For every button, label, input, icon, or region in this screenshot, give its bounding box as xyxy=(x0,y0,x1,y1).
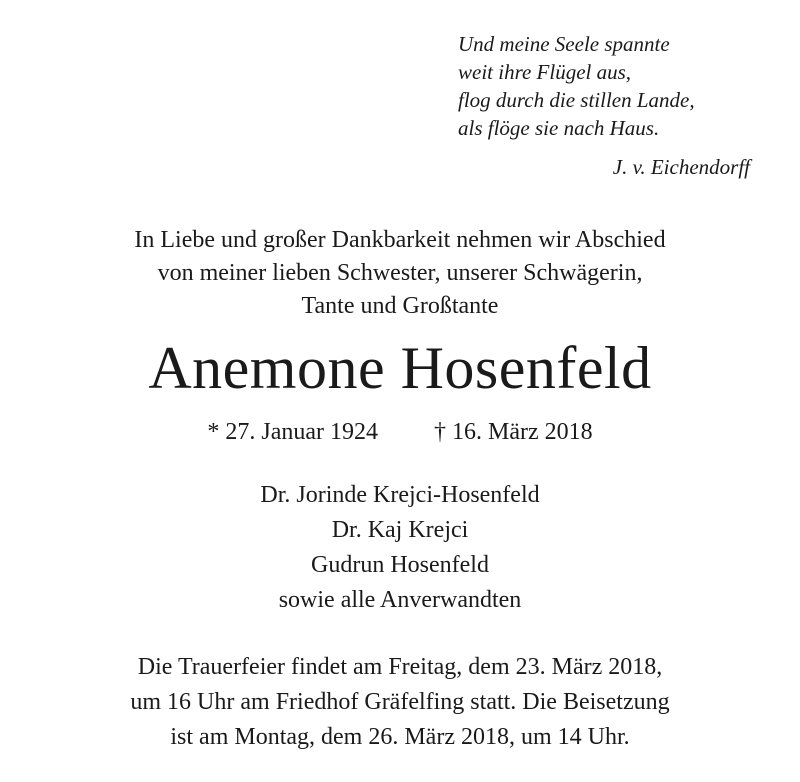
poem-author: J. v. Eichendorff xyxy=(612,155,750,179)
mourner-name: sowie alle Anverwandten xyxy=(278,587,522,613)
mourner-name: Dr. Jorinde Krejci-Hosenfeld xyxy=(260,482,540,508)
funeral-notice xyxy=(0,650,800,755)
poem-quote xyxy=(458,30,778,181)
poem-line: flog durch die stillen Lande, xyxy=(458,88,695,112)
mourner-name: Gudrun Hosenfeld xyxy=(311,552,489,578)
birth-date: * 27. Januar 1924 xyxy=(207,419,378,445)
life-dates xyxy=(0,416,800,448)
intro-line: Tante und Großtante xyxy=(301,293,499,319)
mourner-name: Dr. Kaj Krejci xyxy=(331,517,469,543)
death-date: † 16. März 2018 xyxy=(434,419,593,445)
intro-text xyxy=(0,224,800,323)
poem-line: als flöge sie nach Haus. xyxy=(458,116,660,140)
deceased-name: Anemone Hosenfeld xyxy=(148,335,652,401)
intro-line: In Liebe und großer Dankbarkeit nehmen wir Abschied xyxy=(134,227,666,253)
mourners-list xyxy=(0,478,800,618)
intro-line: von meiner lieben Schwester, unserer Schwägerin, xyxy=(157,260,643,286)
funeral-line: Die Trauerfeier findet am Freitag, dem 23. März 2018, xyxy=(137,654,663,680)
poem-line: weit ihre Flügel aus, xyxy=(458,60,632,84)
funeral-line: ist am Montag, dem 26. März 2018, um 14 Uhr. xyxy=(170,724,630,750)
poem-line: Und meine Seele spannte xyxy=(458,32,670,56)
funeral-line: um 16 Uhr am Friedhof Gräfelfing statt. Die Beisetzung xyxy=(130,689,670,715)
